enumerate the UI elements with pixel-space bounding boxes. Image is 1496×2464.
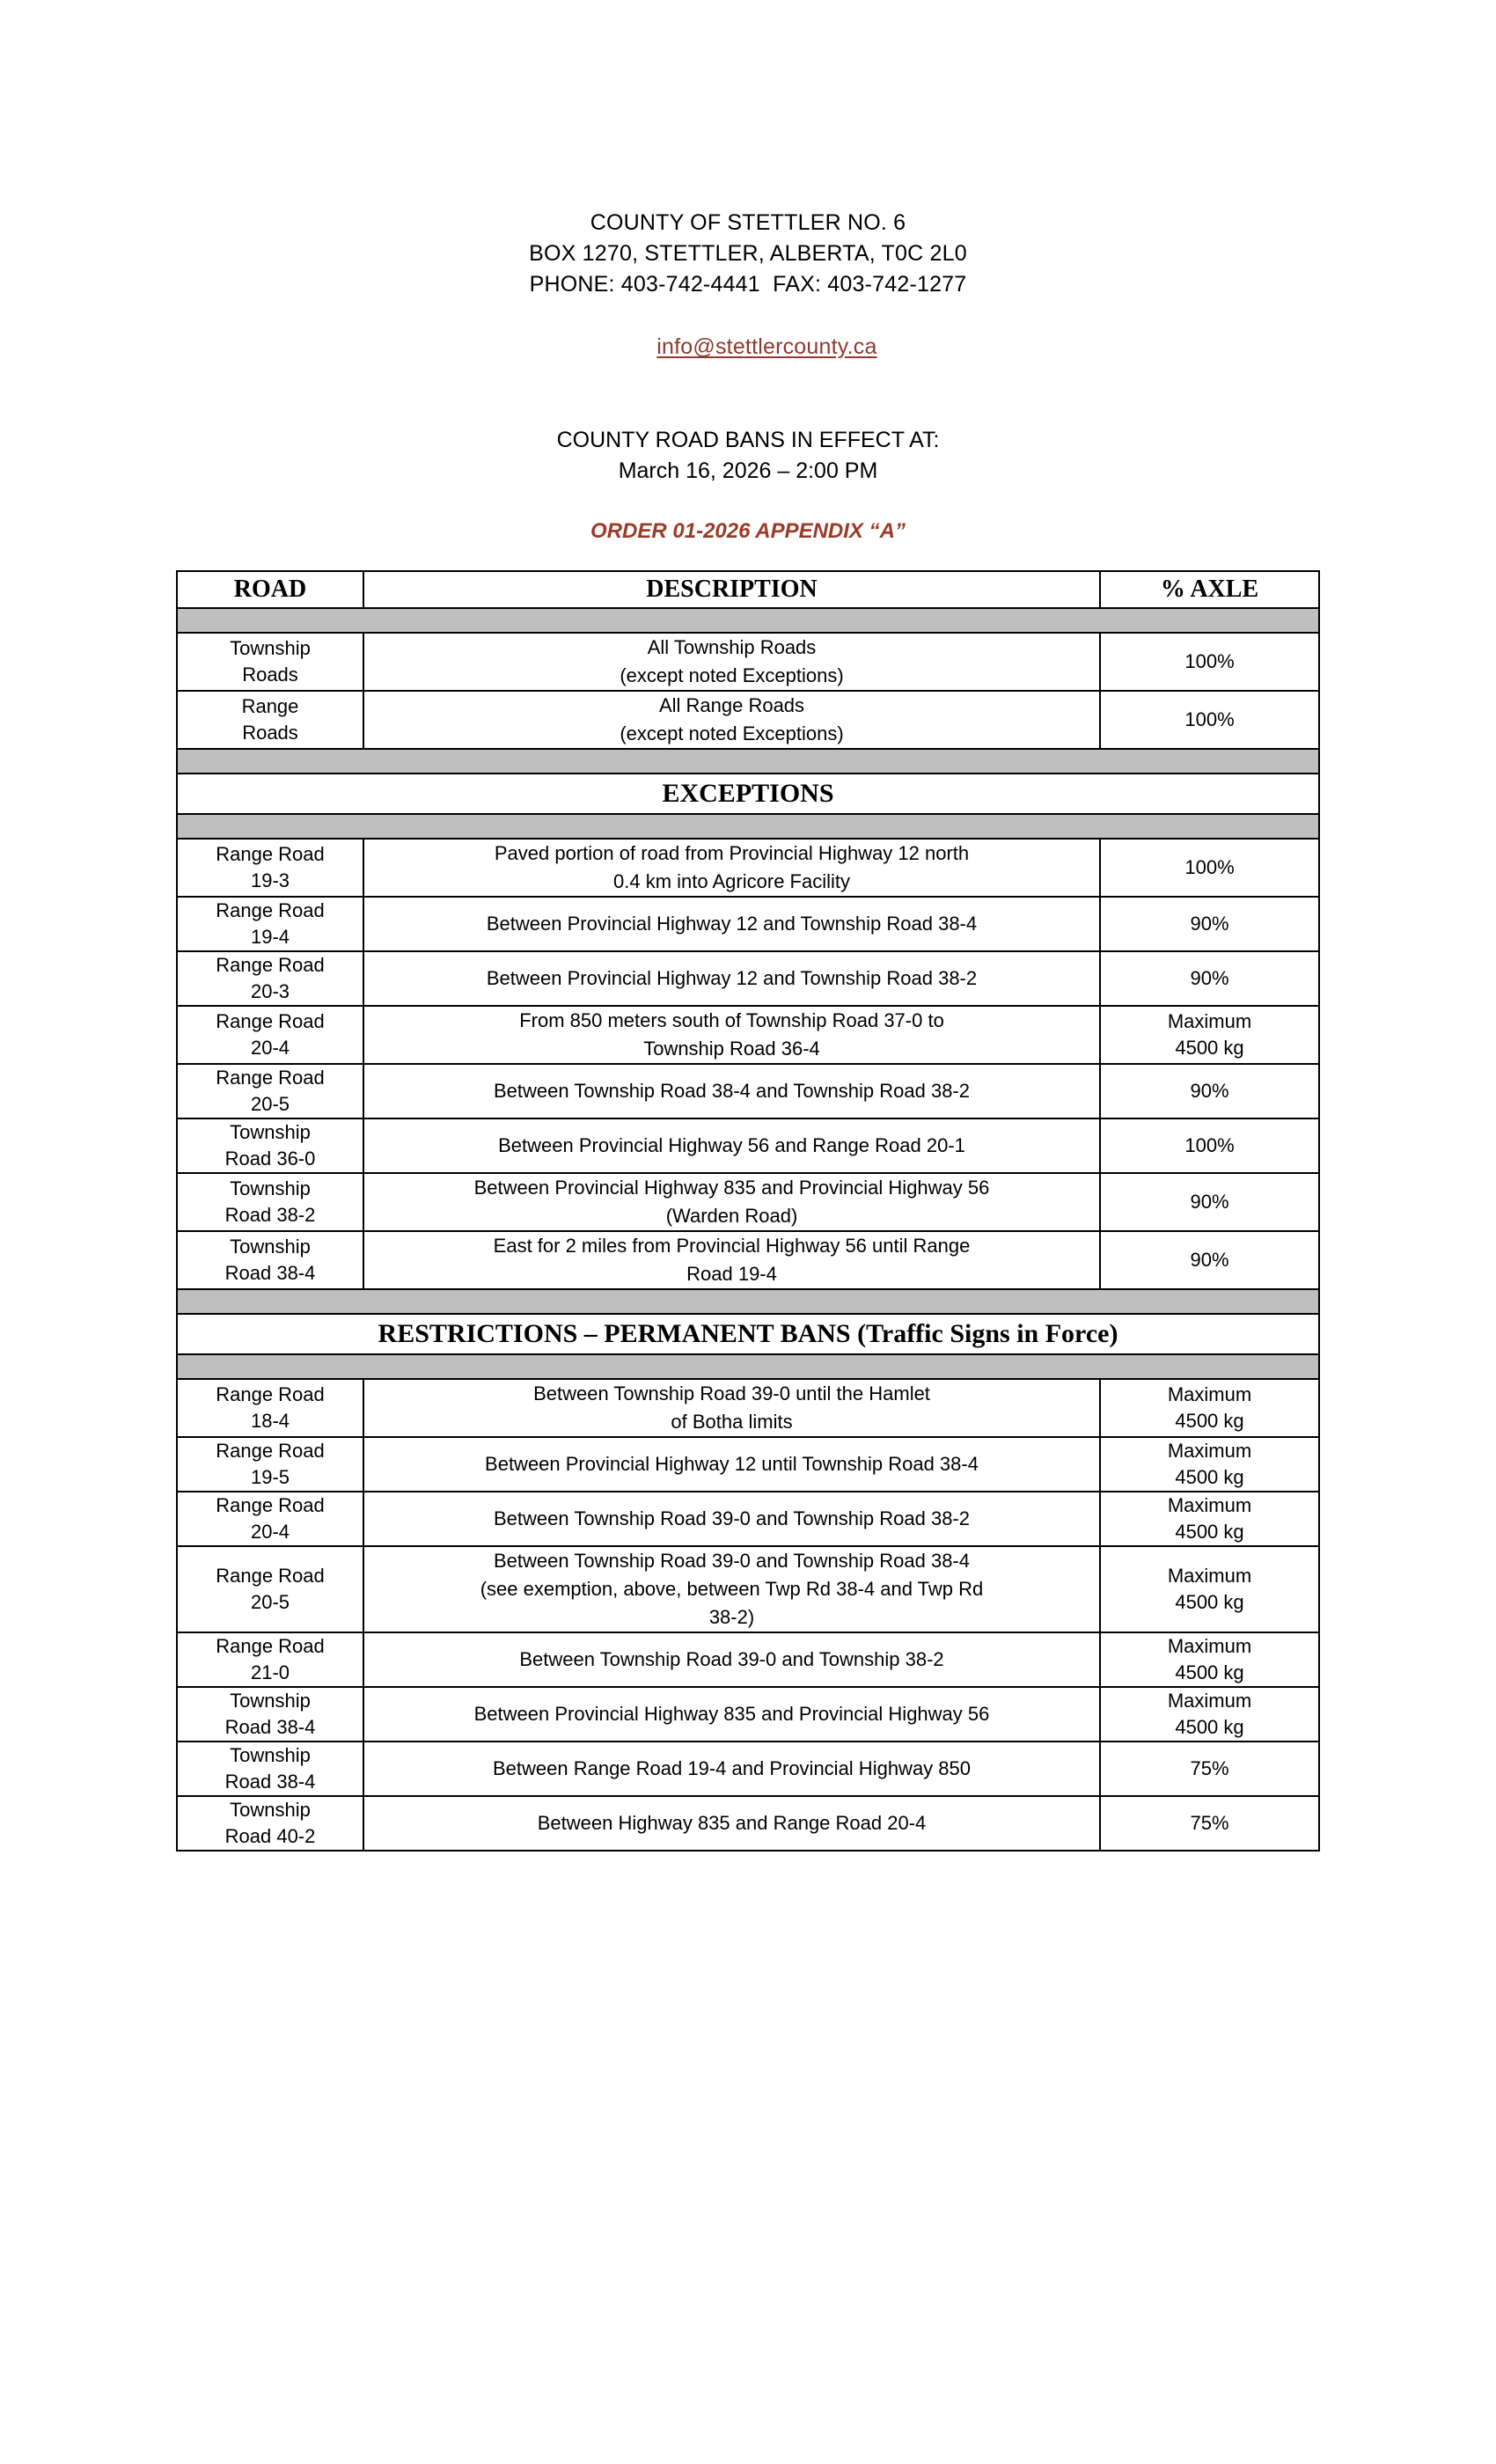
table-body [177,571,1319,1851]
axle-line: 4500 kg [1175,1410,1244,1432]
exceptions-banner-row [177,774,1319,814]
table-row [177,839,1319,897]
description-line: Road 19-4 [686,1263,777,1285]
table-row [177,691,1319,749]
axle-line: Maximum [1167,1010,1252,1032]
description-cell [363,1742,1100,1796]
table-row [177,1379,1319,1437]
axle-line: 90% [1190,1191,1229,1213]
axle-cell [1100,1064,1319,1118]
road-line: Range Road [216,843,325,865]
road-cell [177,839,363,897]
description-line: Between Provincial Highway 12 and Township Road 38-4 [486,913,978,935]
axle-line: 90% [1190,1249,1229,1271]
spacer-row [177,1354,1319,1379]
table-row [177,1118,1319,1173]
exceptions-banner: EXCEPTIONS [177,774,1319,814]
description-line: (except noted Exceptions) [620,664,844,686]
description-line: (see exemption, above, between Twp Rd 38-4 and Twp Rd [480,1578,984,1600]
axle-cell [1100,1742,1319,1796]
description-line: Between Township Road 38-4 and Township Road 38-2 [494,1080,970,1102]
axle-line: 100% [1184,1134,1235,1156]
description-line: All Township Roads [647,636,817,658]
axle-line: Maximum [1167,1635,1252,1657]
order-title: ORDER 01-2026 APPENDIX “A” [590,519,906,543]
road-line: Roads [242,722,298,744]
description-cell [363,951,1100,1006]
road-line: Road 38-4 [224,1716,316,1738]
road-cell [177,1796,363,1851]
road-cell [177,1632,363,1687]
table-row [177,1796,1319,1851]
organization-name: COUNTY OF STETTLER NO. 6 [590,210,906,235]
effective-time-block [0,425,1496,487]
description-cell [363,1687,1100,1742]
axle-line: 100% [1184,856,1235,878]
road-cell [177,1118,363,1173]
description-cell [363,691,1100,749]
axle-line: 90% [1190,913,1229,935]
axle-line: Maximum [1167,1565,1252,1587]
axle-cell [1100,1687,1319,1742]
description-cell [363,897,1100,951]
description-cell [363,1492,1100,1546]
description-line: (except noted Exceptions) [620,722,844,744]
road-line: Township [230,1121,311,1143]
road-line: Range Road [216,1067,325,1089]
road-bans-table-container [176,570,1318,1852]
axle-cell [1100,897,1319,951]
axle-line: Maximum [1167,1440,1252,1462]
description-line: Between Range Road 19-4 and Provincial Highway 850 [492,1757,971,1779]
effect-label: COUNTY ROAD BANS IN EFFECT AT: [556,428,940,452]
road-line: 20-5 [250,1093,290,1115]
road-line: Range Road [216,1010,325,1032]
description-cell [363,1231,1100,1289]
axle-line: 4500 kg [1175,1591,1244,1613]
table-row [177,1687,1319,1742]
road-line: Range Road [216,1494,325,1516]
description-cell [363,1118,1100,1173]
axle-cell [1100,1379,1319,1437]
road-line: Roads [242,664,298,686]
restrictions-banner: RESTRICTIONS – PERMANENT BANS (Traffic Signs in Force) [177,1314,1319,1354]
table-row [177,951,1319,1006]
axle-line: 90% [1190,1080,1229,1102]
road-line: Road 40-2 [224,1825,316,1847]
axle-line: 100% [1184,650,1235,672]
table-row [177,1492,1319,1546]
table-row [177,1546,1319,1632]
axle-line: Maximum [1167,1494,1252,1516]
description-line: 0.4 km into Agricore Facility [613,870,850,892]
axle-line: 4500 kg [1175,1716,1244,1738]
description-cell [363,1173,1100,1231]
axle-cell [1100,839,1319,897]
axle-cell [1100,1231,1319,1289]
axle-line: 75% [1190,1812,1229,1834]
spacer-band [177,1289,1319,1314]
description-line: Between Township Road 39-0 and Township 38-2 [519,1648,944,1670]
axle-line: 4500 kg [1175,1466,1244,1488]
axle-cell [1100,1492,1319,1546]
description-line: East for 2 miles from Provincial Highway 56 until Range [493,1235,971,1257]
road-line: Township [230,637,311,659]
column-header-row [177,571,1319,608]
spacer-band [177,608,1319,633]
description-line: All Range Roads [658,694,805,716]
road-line: 19-3 [250,869,290,891]
road-line: Township [230,1236,311,1258]
description-cell [363,1437,1100,1492]
axle-cell [1100,1437,1319,1492]
axle-line: 75% [1190,1757,1229,1779]
description-line: Between Provincial Highway 835 and Provincial Highway 56 [473,1177,990,1199]
axle-line: Maximum [1167,1690,1252,1712]
road-line: 20-4 [250,1037,290,1059]
road-cell [177,1379,363,1437]
description-cell [363,1006,1100,1064]
axle-cell [1100,1632,1319,1687]
email-link[interactable]: info@stettlercounty.ca [656,334,877,359]
road-line: Range Road [216,1565,325,1587]
road-line: 19-5 [250,1466,290,1488]
column-header-description: DESCRIPTION [363,571,1100,608]
email-line [0,301,1496,393]
description-line: From 850 meters south of Township Road 37-0 to [519,1009,944,1031]
axle-cell [1100,633,1319,691]
description-line: Between Provincial Highway 56 and Range Road 20-1 [498,1134,965,1156]
axle-line: 4500 kg [1175,1521,1244,1543]
table-row [177,633,1319,691]
spacer-row [177,749,1319,774]
description-line: Between Provincial Highway 835 and Provincial Highway 56 [473,1703,990,1725]
description-line: Paved portion of road from Provincial Highway 12 north [494,842,970,864]
road-cell [177,1064,363,1118]
road-line: 20-4 [250,1521,290,1543]
table-row [177,1064,1319,1118]
axle-cell [1100,691,1319,749]
description-cell [363,1632,1100,1687]
road-cell [177,951,363,1006]
road-cell [177,1006,363,1064]
description-cell [363,633,1100,691]
axle-line: 4500 kg [1175,1037,1244,1059]
spacer-band [177,749,1319,774]
axle-cell [1100,951,1319,1006]
road-line: 19-4 [250,926,290,948]
road-line: Road 36-0 [224,1148,316,1170]
road-line: Road 38-4 [224,1262,316,1284]
spacer-row [177,608,1319,633]
spacer-row [177,1289,1319,1314]
road-cell [177,1742,363,1796]
table-row [177,1006,1319,1064]
table-row [177,1742,1319,1796]
description-cell [363,1796,1100,1851]
description-cell [363,1546,1100,1632]
table-row [177,1231,1319,1289]
mailing-address: BOX 1270, STETTLER, ALBERTA, T0C 2L0 [529,241,967,266]
axle-line: 90% [1190,967,1229,989]
table-row [177,1437,1319,1492]
road-cell [177,1437,363,1492]
axle-line: 4500 kg [1175,1661,1244,1683]
axle-cell [1100,1006,1319,1064]
road-cell [177,633,363,691]
effect-datetime: March 16, 2026 – 2:00 PM [618,458,878,483]
description-cell [363,1064,1100,1118]
description-line: Between Highway 835 and Range Road 20-4 [537,1812,927,1834]
road-line: 20-5 [250,1591,290,1613]
road-line: Township [230,1799,311,1821]
road-line: Township [230,1744,311,1766]
table-row [177,897,1319,951]
axle-cell [1100,1796,1319,1851]
road-line: Range Road [216,1440,325,1462]
table-row [177,1632,1319,1687]
phone-fax-line: PHONE: 403-742-4441 FAX: 403-742-1277 [529,272,967,297]
description-line: Township Road 36-4 [643,1038,820,1060]
spacer-row [177,814,1319,839]
spacer-band [177,814,1319,839]
road-cell [177,691,363,749]
description-line: Between Provincial Highway 12 until Township Road 38-4 [485,1453,979,1475]
road-cell [177,1687,363,1742]
road-cell [177,1546,363,1632]
road-line: Township [230,1690,311,1712]
road-line: Range Road [216,954,325,976]
road-line: 18-4 [250,1410,290,1432]
description-line: Between Provincial Highway 12 and Township Road 38-2 [486,967,978,989]
axle-cell [1100,1173,1319,1231]
road-line: Range Road [216,899,325,921]
road-cell [177,1231,363,1289]
axle-cell [1100,1118,1319,1173]
road-cell [177,1492,363,1546]
road-line: Range [241,695,299,717]
description-line: Between Township Road 39-0 and Township Road 38-4 [494,1550,970,1572]
description-line: Between Township Road 39-0 and Township Road 38-2 [494,1507,970,1529]
spacer-band [177,1354,1319,1379]
description-cell [363,1379,1100,1437]
column-header-road: ROAD [177,571,363,608]
road-bans-table [176,570,1320,1852]
road-line: Road 38-4 [224,1771,316,1793]
road-line: Road 38-2 [224,1204,316,1226]
description-line: (Warden Road) [665,1205,798,1227]
road-line: 20-3 [250,980,290,1002]
road-line: Township [230,1177,311,1199]
restrictions-banner-row [177,1314,1319,1354]
column-header-axle: % AXLE [1100,571,1319,608]
letterhead [0,0,1496,393]
description-cell [363,839,1100,897]
axle-line: Maximum [1167,1383,1252,1405]
axle-cell [1100,1546,1319,1632]
description-line: Between Township Road 39-0 until the Hamlet [533,1382,930,1404]
road-line: Range Road [216,1635,325,1657]
road-cell [177,1173,363,1231]
description-line: 38-2) [708,1606,755,1628]
table-row [177,1173,1319,1231]
road-line: 21-0 [250,1661,290,1683]
road-line: Range Road [216,1383,325,1405]
axle-line: 100% [1184,708,1235,730]
description-line: of Botha limits [671,1411,793,1433]
road-cell [177,897,363,951]
